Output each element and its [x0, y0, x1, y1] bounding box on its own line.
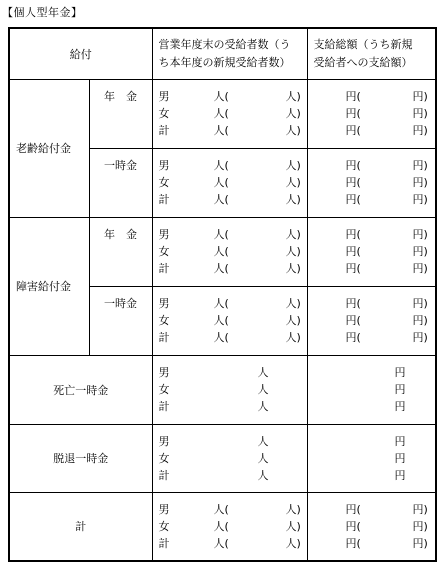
unit-person-open: 人(	[213, 90, 229, 103]
unit-person-close: 人)	[285, 297, 301, 310]
unit-yen-open: 円(	[345, 262, 361, 275]
gender-male: 男	[158, 434, 170, 448]
row-female	[159, 174, 301, 191]
unit-yen-open: 円(	[345, 331, 361, 344]
gender-male: 男	[158, 502, 170, 516]
row-female	[159, 381, 301, 398]
unit-yen-close: 円)	[412, 331, 428, 344]
unit-yen-open: 円(	[345, 90, 361, 103]
cell-death-amount	[307, 355, 436, 424]
unit-person-close: 人)	[285, 124, 301, 137]
group-old-age: 老齢給付金	[9, 79, 89, 217]
unit-person-close: 人)	[285, 159, 301, 172]
unit-person-open: 人(	[213, 297, 229, 310]
cell-death-count	[152, 355, 307, 424]
row-male	[159, 157, 301, 174]
row-total-amount	[314, 398, 430, 415]
unit-person-open: 人(	[213, 245, 229, 258]
unit-person-open: 人(	[213, 536, 229, 550]
unit-yen-open: 円(	[345, 297, 361, 310]
unit-person-close: 人)	[285, 519, 301, 533]
gender-male: 男	[158, 228, 170, 241]
cell-disability-annuity-amount	[307, 217, 436, 286]
unit-yen-close: 円)	[412, 176, 428, 189]
row-total-amount	[314, 122, 430, 139]
unit-person-close: 人)	[285, 193, 301, 206]
cell-old-age-annuity-amount	[307, 79, 436, 148]
row-male	[159, 295, 301, 312]
unit-yen-close: 円)	[412, 536, 428, 550]
unit-person-open: 人(	[213, 159, 229, 172]
unit-yen-close: 円)	[412, 314, 428, 327]
gender-male: 男	[158, 159, 170, 172]
row-total-amount	[314, 467, 430, 484]
row-male-amount	[314, 157, 430, 174]
unit-person: 人	[257, 468, 269, 482]
row-male	[159, 226, 301, 243]
gender-total: 計	[158, 331, 170, 344]
unit-yen-open: 円(	[345, 536, 361, 550]
row-total	[159, 191, 301, 208]
gender-female: 女	[158, 314, 170, 327]
header-recipients-line2: ち本年度の新規受給者数）	[158, 55, 291, 69]
unit-yen-open: 円(	[345, 519, 361, 533]
unit-person-open: 人(	[213, 107, 229, 120]
unit-person-open: 人(	[213, 124, 229, 137]
row-total-amount	[314, 191, 430, 208]
unit-person-close: 人)	[285, 536, 301, 550]
row-female-amount	[314, 450, 430, 467]
unit-yen-close: 円)	[412, 245, 428, 258]
row-total-amount	[314, 329, 430, 346]
unit-person-open: 人(	[213, 228, 229, 241]
row-male-amount	[314, 88, 430, 105]
unit-yen-close: 円)	[412, 502, 428, 516]
gender-total: 計	[158, 468, 170, 482]
unit-yen-open: 円(	[345, 124, 361, 137]
unit-yen-close: 円)	[412, 519, 428, 533]
row-grand-total: 計	[9, 492, 152, 561]
unit-person-close: 人)	[285, 314, 301, 327]
row-female	[159, 450, 301, 467]
row-total	[159, 398, 301, 415]
unit-yen: 円	[394, 366, 406, 379]
cell-old-age-lump-count	[152, 148, 307, 217]
cell-old-age-annuity-count	[152, 79, 307, 148]
unit-person-close: 人)	[285, 90, 301, 103]
header-recipients-line1: 営業年度末の受給者数（う	[158, 37, 291, 51]
row-total	[159, 535, 301, 552]
cell-total-amount	[307, 492, 436, 561]
header-recipients	[152, 28, 307, 79]
row-female	[159, 518, 301, 535]
unit-yen-close: 円)	[412, 107, 428, 120]
unit-person-open: 人(	[213, 331, 229, 344]
row-total	[159, 467, 301, 484]
gender-female: 女	[158, 245, 170, 258]
sub-old-age-lump-sum: 一時金	[89, 148, 152, 217]
row-female	[159, 243, 301, 260]
sub-old-age-annuity: 年 金	[89, 79, 152, 148]
unit-person-open: 人(	[213, 193, 229, 206]
row-total-amount	[314, 535, 430, 552]
unit-person-close: 人)	[285, 502, 301, 516]
unit-person-open: 人(	[213, 176, 229, 189]
unit-yen-open: 円(	[345, 502, 361, 516]
unit-yen-close: 円)	[412, 90, 428, 103]
unit-person-close: 人)	[285, 245, 301, 258]
gender-male: 男	[158, 366, 170, 379]
unit-yen: 円	[394, 434, 406, 448]
cell-disability-annuity-count	[152, 217, 307, 286]
gender-female: 女	[158, 107, 170, 120]
unit-yen-close: 円)	[412, 193, 428, 206]
unit-yen-open: 円(	[345, 107, 361, 120]
unit-yen-open: 円(	[345, 193, 361, 206]
unit-yen-close: 円)	[412, 159, 428, 172]
header-payment-line1: 支給総額（うち新規	[313, 37, 413, 51]
gender-female: 女	[158, 383, 170, 396]
unit-person-close: 人)	[285, 228, 301, 241]
unit-yen-open: 円(	[345, 314, 361, 327]
unit-yen-open: 円(	[345, 228, 361, 241]
header-payment-total	[307, 28, 436, 79]
row-female-amount	[314, 518, 430, 535]
cell-withdrawal-amount	[307, 424, 436, 492]
cell-disability-lump-count	[152, 286, 307, 355]
row-female-amount	[314, 381, 430, 398]
sub-disability-lump-sum: 一時金	[89, 286, 152, 355]
unit-yen-open: 円(	[345, 176, 361, 189]
unit-yen-close: 円)	[412, 262, 428, 275]
unit-yen: 円	[394, 383, 406, 396]
unit-yen-open: 円(	[345, 159, 361, 172]
row-total-amount	[314, 260, 430, 277]
unit-person: 人	[257, 451, 269, 465]
section-title: 【個人型年金】	[2, 6, 83, 19]
cell-old-age-lump-amount	[307, 148, 436, 217]
cell-disability-lump-amount	[307, 286, 436, 355]
header-benefit: 給付	[9, 28, 152, 79]
unit-person: 人	[257, 400, 269, 413]
row-male	[159, 501, 301, 518]
row-female-amount	[314, 243, 430, 260]
gender-female: 女	[158, 519, 170, 533]
row-death-lump-sum: 死亡一時金	[9, 355, 152, 424]
gender-total: 計	[158, 536, 170, 550]
row-male-amount	[314, 501, 430, 518]
row-female-amount	[314, 312, 430, 329]
gender-total: 計	[158, 400, 170, 413]
gender-female: 女	[158, 451, 170, 465]
unit-yen-open: 円(	[345, 245, 361, 258]
unit-yen: 円	[394, 468, 406, 482]
cell-total-count	[152, 492, 307, 561]
row-male	[159, 433, 301, 450]
group-disability: 障害給付金	[9, 217, 89, 355]
unit-person-open: 人(	[213, 314, 229, 327]
row-male-amount	[314, 295, 430, 312]
row-male-amount	[314, 364, 430, 381]
row-female	[159, 105, 301, 122]
gender-total: 計	[158, 124, 170, 137]
row-female-amount	[314, 105, 430, 122]
gender-male: 男	[158, 297, 170, 310]
unit-person-close: 人)	[285, 262, 301, 275]
row-female	[159, 312, 301, 329]
row-withdrawal-lump-sum: 脱退一時金	[9, 424, 152, 492]
gender-total: 計	[158, 193, 170, 206]
row-male-amount	[314, 433, 430, 450]
unit-person-open: 人(	[213, 262, 229, 275]
unit-yen-close: 円)	[412, 124, 428, 137]
sub-disability-annuity: 年 金	[89, 217, 152, 286]
gender-male: 男	[158, 90, 170, 103]
cell-withdrawal-count	[152, 424, 307, 492]
gender-female: 女	[158, 176, 170, 189]
row-male-amount	[314, 226, 430, 243]
unit-person: 人	[257, 434, 269, 448]
row-total	[159, 260, 301, 277]
row-female-amount	[314, 174, 430, 191]
unit-yen-close: 円)	[412, 297, 428, 310]
unit-person-close: 人)	[285, 331, 301, 344]
unit-person-open: 人(	[213, 502, 229, 516]
gender-total: 計	[158, 262, 170, 275]
unit-person-open: 人(	[213, 519, 229, 533]
row-male	[159, 364, 301, 381]
unit-yen: 円	[394, 451, 406, 465]
unit-person-close: 人)	[285, 107, 301, 120]
unit-yen-close: 円)	[412, 228, 428, 241]
row-total	[159, 329, 301, 346]
benefits-table	[8, 27, 437, 562]
unit-yen: 円	[394, 400, 406, 413]
row-total	[159, 122, 301, 139]
unit-person-close: 人)	[285, 176, 301, 189]
unit-person: 人	[257, 383, 269, 396]
unit-person: 人	[257, 366, 269, 379]
header-payment-line2: 受給者への支給額）	[313, 55, 413, 69]
row-male	[159, 88, 301, 105]
